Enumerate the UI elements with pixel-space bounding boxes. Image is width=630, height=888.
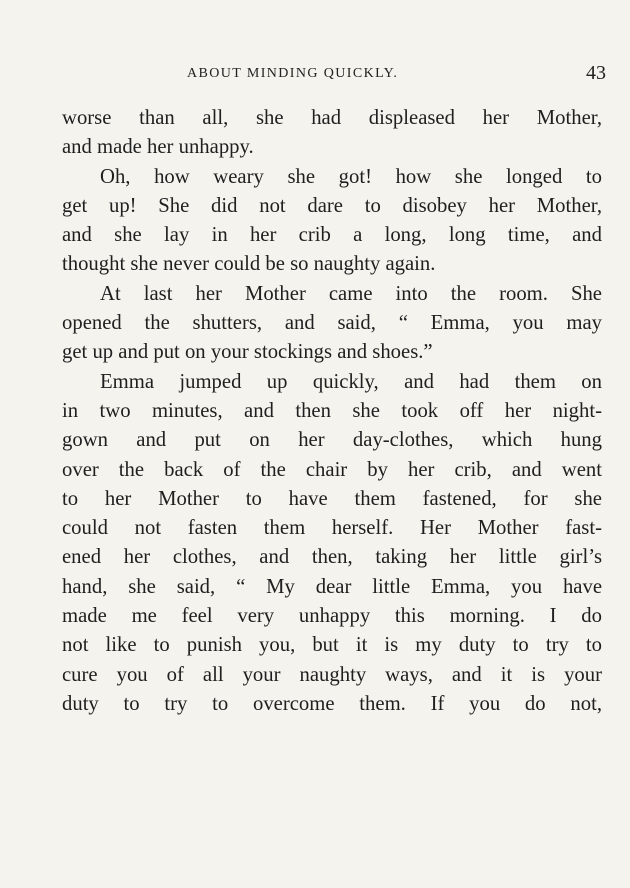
text-line: get up and put on your stockings and shoes.” bbox=[62, 341, 433, 364]
text-line: duty to try to overcome them. If you do not, bbox=[62, 692, 602, 715]
text-line: not like to punish you, but it is my duty to try to bbox=[62, 634, 602, 657]
text-line: ened her clothes, and then, taking her little girl’s bbox=[62, 546, 602, 569]
text-line: Emma jumped up quickly, and had them on bbox=[100, 370, 602, 393]
text-line: over the back of the chair by her crib, and went bbox=[62, 458, 602, 481]
text-line: made me feel very unhappy this morning. I do bbox=[62, 605, 602, 628]
text-line: thought she never could be so naughty again. bbox=[62, 253, 436, 276]
text-line: At last her Mother came into the room. She bbox=[100, 282, 602, 305]
text-line: get up! She did not dare to disobey her Mother, bbox=[62, 194, 602, 217]
text-line: hand, she said, “ My dear little Emma, you have bbox=[62, 575, 602, 598]
body-text bbox=[62, 104, 602, 719]
text-line: cure you of all your naughty ways, and it is your bbox=[62, 663, 602, 686]
running-header-title: ABOUT MINDING QUICKLY. bbox=[187, 66, 399, 81]
text-line: and made her unhappy. bbox=[62, 136, 254, 159]
text-line: opened the shutters, and said, “ Emma, you may bbox=[62, 312, 602, 335]
running-header bbox=[62, 62, 606, 92]
text-line: and she lay in her crib a long, long time, and bbox=[62, 224, 602, 247]
text-line: could not fasten them herself. Her Mother fast- bbox=[62, 517, 602, 540]
text-line: gown and put on her day-clothes, which hung bbox=[62, 429, 602, 452]
text-line: worse than all, she had displeased her Mother, bbox=[62, 107, 602, 129]
text-line: Oh, how weary she got! how she longed to bbox=[100, 165, 602, 188]
page-number: 43 bbox=[586, 62, 606, 84]
text-line: in two minutes, and then she took off her night- bbox=[62, 399, 602, 422]
text-line: to her Mother to have them fastened, for she bbox=[62, 487, 602, 510]
